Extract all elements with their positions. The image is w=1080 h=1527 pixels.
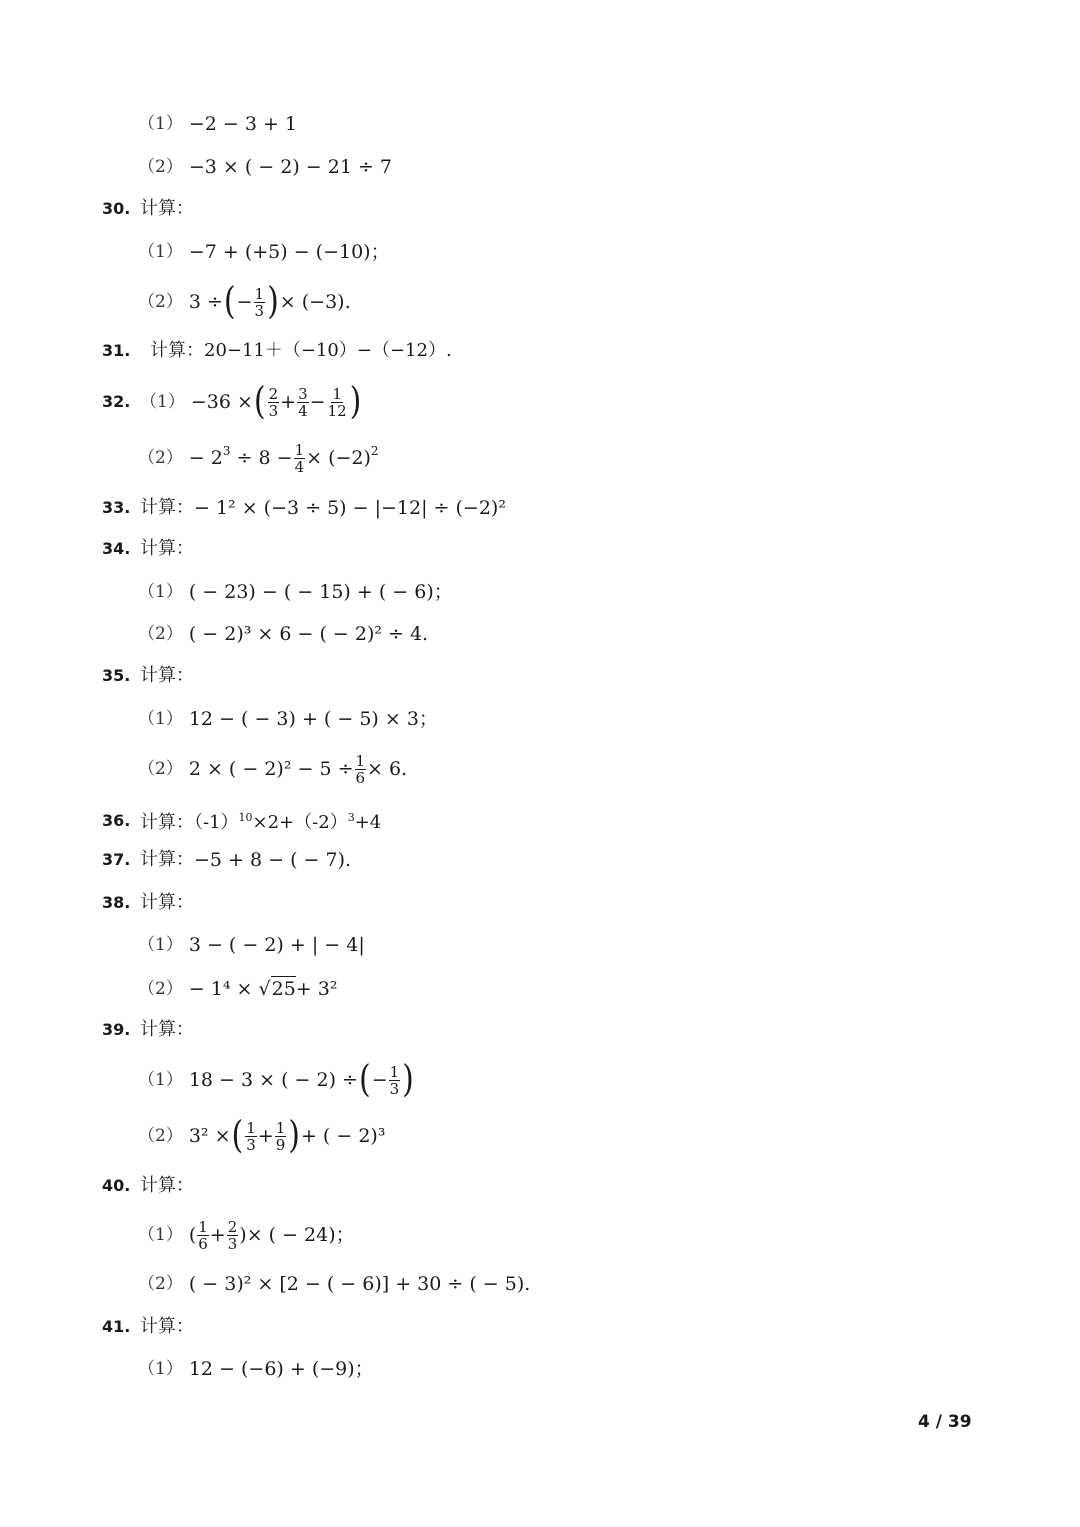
expression-start: −36 × xyxy=(190,391,253,413)
q41-part1 xyxy=(138,1357,374,1381)
expression: 3 − ( − 2) + | − 4| xyxy=(188,934,365,956)
minus-sign: − xyxy=(236,291,253,313)
plus-sign: + xyxy=(257,1125,274,1147)
q30-part2 xyxy=(138,279,351,324)
radicand: 25 xyxy=(271,978,296,1000)
q40-part2 xyxy=(138,1272,530,1296)
q29-part2 xyxy=(138,155,392,179)
right-paren: ) xyxy=(349,379,362,424)
expression: ( − 23) − ( − 15) + ( − 6)； xyxy=(188,581,453,603)
q38-header xyxy=(102,891,194,915)
fraction: $\frac{2}{3}$ xyxy=(227,1217,238,1253)
right-paren: ) xyxy=(402,1057,414,1102)
q39-part1 xyxy=(138,1057,415,1102)
q36 xyxy=(102,806,381,835)
question-prompt: 计算： xyxy=(140,1316,194,1337)
part-label: （1） xyxy=(138,935,183,955)
expression: 12 − ( − 3) + ( − 5) × 3； xyxy=(188,708,438,730)
question-prompt: 计算： xyxy=(140,1019,194,1040)
part-label: （2） xyxy=(138,448,183,468)
expression-start: − 1⁴ × √ xyxy=(188,977,271,1000)
question-number: 38. xyxy=(102,893,131,912)
q35-header xyxy=(102,664,194,688)
question-prompt: 计算： xyxy=(140,1175,194,1196)
question-number: 39. xyxy=(102,1020,131,1039)
minus-sign: − xyxy=(309,391,326,413)
expression: −5 + 8 − ( − 7). xyxy=(194,849,352,871)
q32-part2 xyxy=(138,440,379,476)
expression-start: 18 − 3 × ( − 2) ÷ xyxy=(188,1069,358,1091)
question-prompt: 计算： xyxy=(140,497,194,518)
part-label: （1） xyxy=(138,582,183,602)
fraction: $\frac{1}{9}$ xyxy=(275,1118,286,1154)
question-number: 33. xyxy=(102,498,131,517)
q31 xyxy=(102,339,452,363)
part-label: （1） xyxy=(138,1359,183,1379)
plus-sign: + xyxy=(209,1224,226,1246)
question-number: 36. xyxy=(102,810,131,830)
part-label: （2） xyxy=(138,624,183,644)
question-number: 32. xyxy=(102,392,131,411)
part-label: （2） xyxy=(138,292,183,312)
q32-part1 xyxy=(102,379,362,424)
fraction: $\frac{1}{6}$ xyxy=(198,1217,208,1253)
fraction: $\frac{1}{12}$ xyxy=(327,384,347,420)
fraction: $\frac{1}{3}$ xyxy=(254,284,265,320)
question-prompt: 计算： xyxy=(140,892,194,913)
left-paren: ( xyxy=(358,1057,371,1102)
question-number: 35. xyxy=(102,666,131,685)
expression: ( − 3)² × [2 − ( − 6)] + 30 ÷ ( − 5). xyxy=(188,1273,531,1295)
q40-header xyxy=(102,1174,194,1198)
q39-part2 xyxy=(138,1113,386,1158)
left-paren: ( xyxy=(253,379,266,424)
q35-part1 xyxy=(138,707,438,731)
expression-end: × (−3). xyxy=(279,291,351,313)
part-label: （1） xyxy=(138,1070,183,1090)
left-paren: ( xyxy=(188,1224,197,1246)
question-prompt: 计算：$(-1)^{10}\times 2+(-2)^3+4$ xyxy=(140,811,382,833)
q34-header xyxy=(102,537,194,561)
question-prompt: 计算： xyxy=(140,849,194,870)
question-prompt: 计算： xyxy=(140,665,194,686)
question-prompt: 计算： xyxy=(140,198,194,219)
part-label: （1） xyxy=(138,114,183,134)
expression: −3 × ( − 2) − 21 ÷ 7 xyxy=(188,156,393,178)
expression: 12 − (−6) + (−9)； xyxy=(188,1358,374,1380)
q34-part2 xyxy=(138,622,428,646)
expression-start: 2 × ( − 2)² − 5 ÷ xyxy=(188,758,354,780)
expression-end: + 3² xyxy=(295,977,338,1000)
question-number: 40. xyxy=(102,1176,131,1195)
fraction: $\frac{1}{3}$ xyxy=(389,1062,400,1098)
q41-header xyxy=(102,1315,194,1339)
expression-end: × $(-2)^2$ xyxy=(306,444,379,469)
expression-start: − $2^3 \div 8$ − xyxy=(188,444,293,469)
plus-sign: + xyxy=(280,391,297,413)
question-number: 30. xyxy=(102,199,131,218)
question-number: 34. xyxy=(102,539,131,558)
page-number: 4 / 39 xyxy=(918,1412,972,1432)
part-label: （2） xyxy=(138,1274,183,1294)
left-paren: ( xyxy=(223,279,236,324)
q38-part1 xyxy=(138,933,365,957)
left-paren: ( xyxy=(231,1113,244,1158)
expression-end: × 6. xyxy=(367,758,408,780)
right-paren: ) xyxy=(267,279,279,324)
question-prompt: 计算： xyxy=(140,538,194,559)
expression-start: 3 ÷ xyxy=(188,291,223,313)
right-paren: ) xyxy=(239,1224,247,1246)
minus-sign: − xyxy=(371,1069,388,1091)
q30-part1 xyxy=(138,240,390,264)
expression: ( − 2)³ × 6 − ( − 2)² ÷ 4. xyxy=(188,623,429,645)
q29-part1 xyxy=(138,112,297,136)
part-label: （2） xyxy=(138,759,183,779)
part-label: （2） xyxy=(138,157,183,177)
q37 xyxy=(102,848,351,872)
q40-part1 xyxy=(138,1217,355,1253)
question-prompt: 计算：20−11＋（−10）−（−12）. xyxy=(150,340,452,361)
right-paren: ) xyxy=(288,1113,300,1158)
fraction: $\frac{1}{6}$ xyxy=(355,751,366,787)
fraction: $\frac{3}{4}$ xyxy=(298,384,308,420)
q38-part2 xyxy=(138,976,337,1001)
fraction: $\frac{1}{3}$ xyxy=(246,1118,256,1154)
question-number: 37. xyxy=(102,850,131,869)
part-label: （2） xyxy=(138,978,183,999)
part-label: （1） xyxy=(138,242,183,262)
fraction: $\frac{1}{4}$ xyxy=(294,440,305,476)
fraction: $\frac{2}{3}$ xyxy=(268,384,279,420)
expression: −7 + (+5) − (−10)； xyxy=(188,241,390,263)
q30-header xyxy=(102,197,194,221)
part-label: （2） xyxy=(138,1126,183,1146)
q39-header xyxy=(102,1018,194,1042)
question-number: 31. xyxy=(102,341,131,360)
part-label: （1） xyxy=(140,392,185,412)
expression: −2 − 3 + 1 xyxy=(188,113,298,135)
q35-part2 xyxy=(138,751,407,787)
part-label: （1） xyxy=(138,1225,183,1245)
question-number: 41. xyxy=(102,1317,131,1336)
q33 xyxy=(102,496,506,520)
expression-end: × ( − 24)； xyxy=(246,1224,355,1246)
part-label: （1） xyxy=(138,709,183,729)
expression-end: + ( − 2)³ xyxy=(300,1125,386,1147)
q34-part1 xyxy=(138,580,453,604)
expression-start: 3² × xyxy=(188,1125,231,1147)
expression: − 1² × (−3 ÷ 5) − |−12| ÷ (−2)² xyxy=(194,497,506,519)
